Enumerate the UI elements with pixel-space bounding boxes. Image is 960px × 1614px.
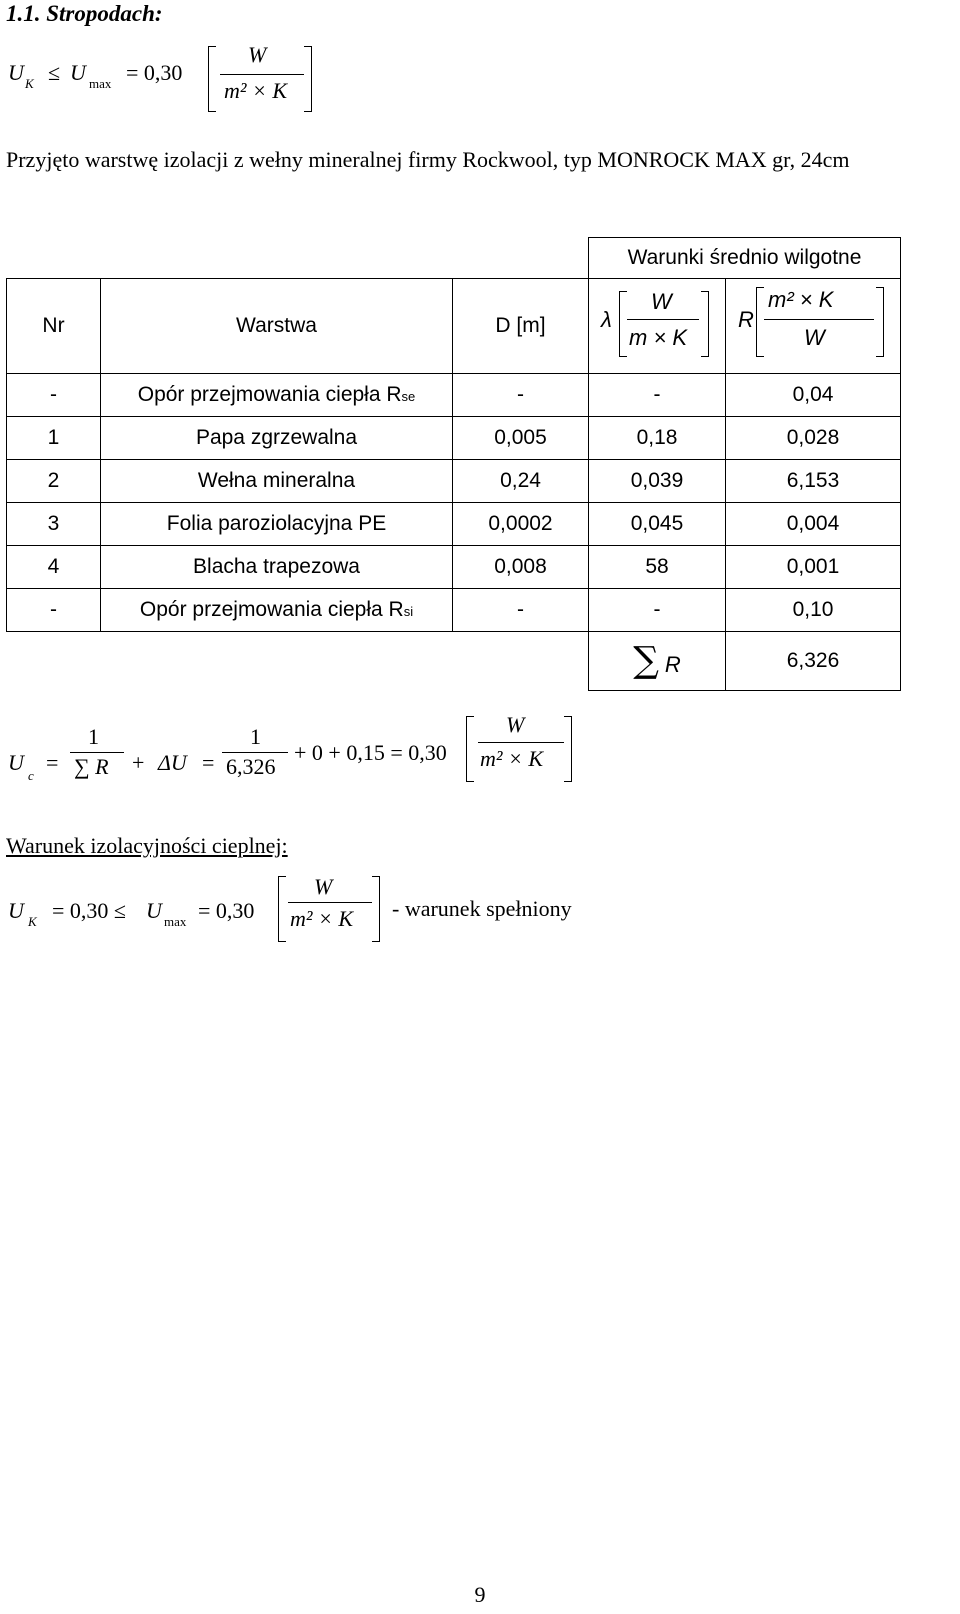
layer-sub: se	[401, 389, 416, 404]
layer-name: Opór przejmowania ciepła R	[139, 598, 404, 621]
sum-label-cell	[589, 632, 726, 691]
eq1-lhs-sub: K	[25, 76, 34, 91]
lambda-right-bracket	[701, 291, 709, 357]
eq2-f2-bar	[222, 752, 288, 753]
cell-lambda: 0,045	[589, 503, 726, 546]
cell-lambda: -	[589, 589, 726, 632]
eq1-unit-num: W	[248, 42, 267, 67]
eq2-right-bracket	[564, 716, 572, 782]
sum-icon: ∑	[633, 640, 659, 681]
table-row	[7, 589, 901, 632]
equation-condition	[8, 874, 628, 950]
eq3-u-sub: max	[164, 914, 187, 929]
table-row	[7, 503, 901, 546]
layers-table	[6, 237, 901, 691]
cell-nr: 1	[7, 417, 101, 460]
eq3-unit-bar	[288, 902, 372, 903]
section-heading: 1.1. Stropodach:	[6, 1, 163, 26]
cell-layer: Blacha trapezowa	[101, 546, 453, 589]
sum-value: 6,326	[726, 632, 901, 691]
cell-r: 6,153	[726, 460, 901, 503]
eq2-unit-num: W	[506, 712, 525, 737]
conditions-header: Warunki średnio wilgotne	[589, 238, 901, 279]
cell-lambda: 0,18	[589, 417, 726, 460]
r-fraction-bar	[764, 319, 874, 320]
cell-r: 0,04	[726, 374, 901, 417]
header-layer: Warstwa	[101, 279, 453, 374]
eq3-left-bracket	[278, 876, 286, 942]
cell-d: -	[453, 374, 589, 417]
cell-nr: 2	[7, 460, 101, 503]
layer-name: Opór przejmowania ciepła R	[137, 383, 402, 406]
eq3-limit: = 0,30	[198, 898, 255, 923]
r-left-bracket	[756, 287, 764, 357]
header-thickness: D [m]	[453, 279, 589, 374]
cell-nr: -	[7, 374, 101, 417]
empty-sum-cell	[7, 632, 589, 691]
lambda-unit-den: m × K	[629, 325, 688, 350]
eq2-f1-bar	[70, 752, 124, 753]
table-row	[7, 460, 901, 503]
cell-nr: 3	[7, 503, 101, 546]
cell-layer	[101, 589, 453, 632]
equation-u-limit	[8, 42, 308, 116]
lambda-symbol: λ	[601, 307, 612, 332]
eq3-lhs-sub: K	[28, 914, 37, 929]
eq3-result: - warunek spełniony	[392, 896, 572, 921]
r-symbol: R	[738, 307, 754, 332]
cell-layer: Papa zgrzewalna	[101, 417, 453, 460]
lambda-unit-num: W	[651, 289, 672, 314]
header-resistance	[726, 279, 901, 374]
cell-d: 0,24	[453, 460, 589, 503]
cell-layer	[101, 374, 453, 417]
eq1-unit-den: m² × K	[224, 78, 288, 103]
eq2-unit-bar	[478, 742, 564, 743]
eq2-lhs-sub: c	[28, 768, 34, 783]
eq2-unit-den: m² × K	[480, 746, 544, 771]
eq2-plus: +	[132, 750, 145, 775]
eq2-f2-den: 6,326	[226, 754, 276, 779]
eq2-lhs: U	[8, 750, 24, 775]
eq3-value: = 0,30 ≤	[52, 898, 126, 923]
cell-r: 0,004	[726, 503, 901, 546]
cell-r: 0,10	[726, 589, 901, 632]
table-row	[7, 374, 901, 417]
equation-uc	[8, 712, 588, 808]
eq1-value: = 0,30	[126, 60, 183, 85]
cell-d: -	[453, 589, 589, 632]
empty-header-cell	[7, 238, 589, 279]
cell-d: 0,0002	[453, 503, 589, 546]
cell-layer: Wełna mineralna	[101, 460, 453, 503]
header-lambda	[589, 279, 726, 374]
page-number: 9	[474, 1582, 486, 1607]
cell-lambda: -	[589, 374, 726, 417]
eq2-equals-2: =	[202, 750, 215, 775]
intro-paragraph: Przyjęto warstwę izolacji z wełny mineralnej firmy Rockwool, typ MONROCK MAX gr, 24cm	[6, 147, 850, 172]
cell-lambda: 58	[589, 546, 726, 589]
cell-nr: -	[7, 589, 101, 632]
r-right-bracket	[876, 287, 884, 357]
condition-title: Warunek izolacyjności cieplnej:	[6, 833, 288, 858]
eq2-f1-den: ∑ R	[74, 754, 109, 779]
eq3-lhs: U	[8, 898, 24, 923]
cell-d: 0,008	[453, 546, 589, 589]
eq1-op: ≤	[48, 60, 61, 85]
header-nr: Nr	[7, 279, 101, 374]
table-row	[7, 417, 901, 460]
eq2-f1-num: 1	[88, 724, 99, 749]
layer-sub: si	[403, 604, 414, 619]
cell-r: 0,028	[726, 417, 901, 460]
eq3-unit-den: m² × K	[290, 906, 354, 931]
lambda-fraction-bar	[627, 319, 699, 320]
eq1-lhs: U	[8, 60, 24, 85]
eq2-left-bracket	[466, 716, 474, 782]
lambda-left-bracket	[619, 291, 627, 357]
eq1-rhs: U	[70, 60, 86, 85]
eq3-unit-num: W	[314, 874, 333, 899]
cell-layer: Folia paroziolacyjna PE	[101, 503, 453, 546]
cell-d: 0,005	[453, 417, 589, 460]
r-unit-num: m² × K	[768, 287, 834, 312]
sum-label: R	[664, 652, 681, 677]
eq3-right-bracket	[372, 876, 380, 942]
cell-r: 0,001	[726, 546, 901, 589]
eq2-f2-num: 1	[250, 724, 261, 749]
left-bracket	[208, 46, 216, 112]
right-bracket	[304, 46, 312, 112]
eq1-rhs-sub: max	[89, 76, 112, 91]
eq2-delta: ΔU	[158, 750, 187, 775]
r-unit-den: W	[804, 325, 825, 350]
cell-lambda: 0,039	[589, 460, 726, 503]
table-row	[7, 546, 901, 589]
fraction-bar	[220, 74, 304, 75]
cell-nr: 4	[7, 546, 101, 589]
eq2-rest: + 0 + 0,15 = 0,30	[294, 740, 447, 765]
eq2-equals: =	[46, 750, 59, 775]
eq3-u: U	[146, 898, 162, 923]
